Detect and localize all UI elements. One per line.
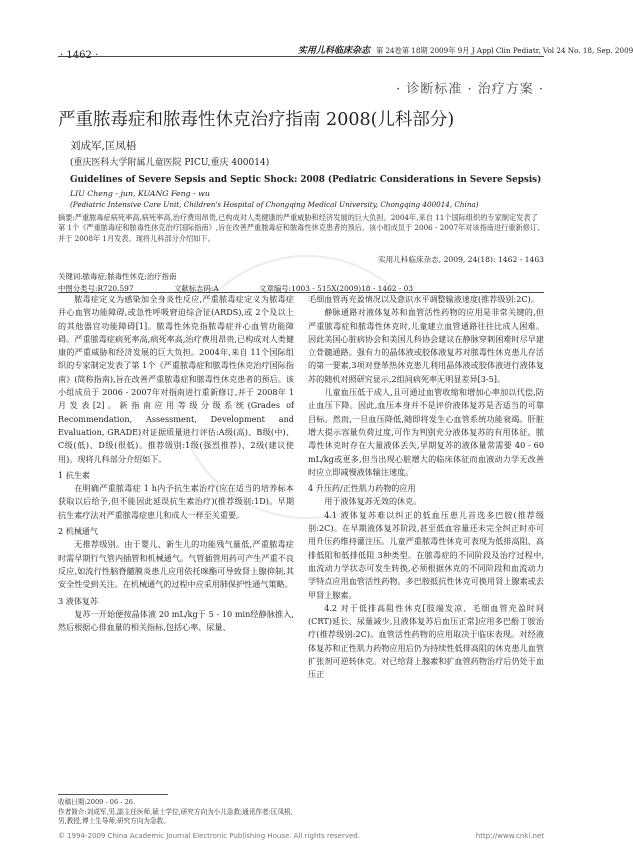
journal-name-cn: 实用儿科临床杂志 [298,46,371,56]
column-category: · 诊断标准 · 治疗方案 · [396,82,544,97]
vascular-access-paragraph: 静脉通路对液体复苏和血管活性药物的应用是非常关键的,但严重脓毒症和脓毒性休克时,儿童建立血管通路往往比成人困难。因此美国心脏病协会和美国儿科协会建议在静脉穿刺困难时尽早建立骨髓通路。强有力的晶体液或胶体液复苏对脓毒性休克患儿存活的第一要素,3项对登革热休克患儿利用晶体液或胶体液进行液体复苏的随机对照研究显示,2组间病死率无明显差异[3-5]。 [308,307,544,384]
left-column [58,293,294,634]
received-date: 收稿日期:2009 - 06 - 26. [58,798,136,806]
article-title: 严重脓毒症和脓毒性休克治疗指南 2008(儿科部分) [58,110,455,130]
cnki-link[interactable]: http://www.cnki.net [475,832,544,840]
footnote-rule [58,794,168,795]
page-number: · 1462 · [60,50,99,61]
english-authors: LIU Cheng - jun, KUANG Feng - wu [70,189,210,198]
section-heading-vasopressors: 4 升压药/正性肌力药物的应用 [308,483,416,494]
subsection-4-2: 4.2 对于低排高阻性休克[肢端发凉、毛细血管充盈时间(CRT)延长、尿量减少,且液体复苏后血压正常]应用多巴酚丁胺治疗(推荐级别:2C)。血管活性药物的应用取决于临床表现。对经液体复苏和正性肌力药物应用后仍为持续性低排高阻的休克患儿血管扩张剂可逆转休克。对已给肾上腺素和扩血管药物治疗后仍处于血压正 [308,602,544,680]
english-title: Guidelines of Severe Sepsis and Septic Shock: 2008 (Pediatric Considerations in Severe Sepsis) [70,175,542,185]
blood-pressure-paragraph: 儿童血压低于成人,且可通过血管收缩和增加心率加以代偿,防止血压下降。因此,血压本身并不是评价液体复苏是否适当的可靠目标。然而,一旦血压降低,随即将发生心血管系统功能衰竭。肝脏增大提示容量负荷过度,可作为判别充分液体复苏的有用体征。脓毒性休克时存在大量液体丢失,早期复苏的液体量常需要 40 - 60 mL/kg或更多,但当出现心脏增大的临床体征而血液动力学无改善时应立即减慢液体输注速度。 [308,387,544,477]
article-number: 文章编号:1003 - 515X(2009)18 - 1462 - 03 [259,284,414,293]
footnote [58,798,294,827]
english-affiliation: (Pediatric Intensive Care Unit, Children's Hospital of Chongqing Medical University, Chongqing 400014, China) [70,200,479,209]
keywords: 关键词:脓毒症;脓毒性休克;治疗指南 [58,272,177,281]
journal-issue-info: 第 24卷第 18期 2009年 9月 J Appl Clin Pediatr, Vol 24 No. 18, Sep. 2009 [376,46,633,55]
affiliation: (重庆医科大学附属儿童医院 PICU,重庆 400014) [70,158,270,168]
section-heading-fluid: 3 液体复苏 [58,595,99,606]
authors: 刘成军,匡凤梧 [70,140,137,152]
antibiotics-paragraph: 在明确严重脓毒症 1 h内予抗生素治疗(应在适当的培养标本获取以后给予,但不能因此延误抗生素治疗)(推荐级别:1D)。早期抗生素疗法对严重脓毒症患儿和成人一样至关重要。 [58,483,294,520]
section-heading-ventilation: 2 机械通气 [58,526,99,537]
document-code: 文献标志码:A [173,284,219,293]
fluid-paragraph: 复苏一开始便按晶体液 20 mL/kg于 5 - 10 min经静脉推入,然后根据心排血量的相关指标,包括心率、尿量、 [58,608,294,633]
right-column [308,293,544,682]
subsection-4-1: 4.1 液体复苏难以纠正的低血压患儿首选多巴胺(推荐级别:2C)。在早期液体复苏阶段,甚至低血容量还未完全纠正时亦可用升压药维持灌注压。儿童严重脓毒性休克可表现为低排高阻、高排低阻和低排低阻 3种类型。在脓毒症的不同阶段及治疗过程中,血流动力学状态可发生转换,必须根据休克的不同阶段和血流动力学特点应用血管活性药物。多巴胺抵抗性休克可换用肾上腺素或去甲肾上腺素。 [308,509,544,600]
copyright-text: © 1994-2009 China Academic Journal Electronic Publishing House. All rights reserved. [58,832,360,840]
journal-header [298,43,633,56]
ventilation-paragraph: 无推荐级别。由于婴儿、新生儿的功能残气量低,严重脓毒症时需早期行气管内插管和机械通气。气管插管用药可产生严重不良反应,如流行性脑脊髓膜炎患儿应用依托咪酯可导致肾上腺抑制,其安全性受到关注。在机械通气的过程中应采用肺保护性通气策略。 [58,539,294,590]
fluid-continued-paragraph: 毛细血管再充盈情况以及意识水平调整输液速度(推荐级别:2C)。 [308,294,539,304]
abstract: 摘要:严重脓毒症病死率高,病死率高,治疗费用昂贵,已构成对人类健康的严重威胁和经济发展的巨大负担。2004年,来自 11个国际组织的专家制定发表了第 1个《严重脓毒症和脓毒性休克治疗国际指南》,旨在改善严重脓毒症和脓毒性休克患者的预后。该小组成员于 2006 - 2007年对该指南进行重新修订,并于 2008年 1月发表。现将儿科部分介绍如下。 [58,213,540,243]
header-rule [58,56,544,57]
citation: 实用儿科临床杂志, 2009, 24(18): 1462 - 1463 [378,255,544,264]
author-bio: 作者简介:刘成军,男,副主任医师,硕士学位,研究方向为小儿急救;通讯作者:匡凤梧,男,教授,博士生导师,研究方向为急救。 [58,807,293,826]
section-heading-antibiotics: 1 抗生素 [58,469,91,480]
vasopressors-intro: 用于液体复苏无效的休克。 [324,496,422,507]
page-footer [58,832,544,840]
intro-paragraph: 脓毒症定义为感染加全身炎性反应,严重脓毒症定义为脓毒症并心血管功能障碍,或急性呼吸窘迫综合征(ARDS),或 2个及以上的其他器官功能障碍[1]。脓毒性休克指脓毒症并心血管功能障碍。严重脓毒症病死率高,病死率高,治疗费用昂贵,已构成对人类健康的严重威胁和经济发展的巨大负担。2004年,来自 11个国际组织的专家制定发表了第 1个《严重脓毒症和脓毒性休克治疗国际指南》(简称指南),旨在改善严重脓毒症和脓毒性休克患者的预后。该小组成员于 2006 - 2007年对指南进行重新修订,并于 2008年 1月发表[2]。新指南应用等级分级系统(Grades of Recommendation, Assessment, Development and Evaluation, GRADE)对证据质量进行评估:A级(高)、B级(中)、C级(低)、D级(很低)。推荐级别:1级(强烈推荐)、2级(建议使用)。现将儿科部分介绍如下。 [58,294,294,464]
clc-number: 中图分类号:R720.597 [58,284,134,293]
